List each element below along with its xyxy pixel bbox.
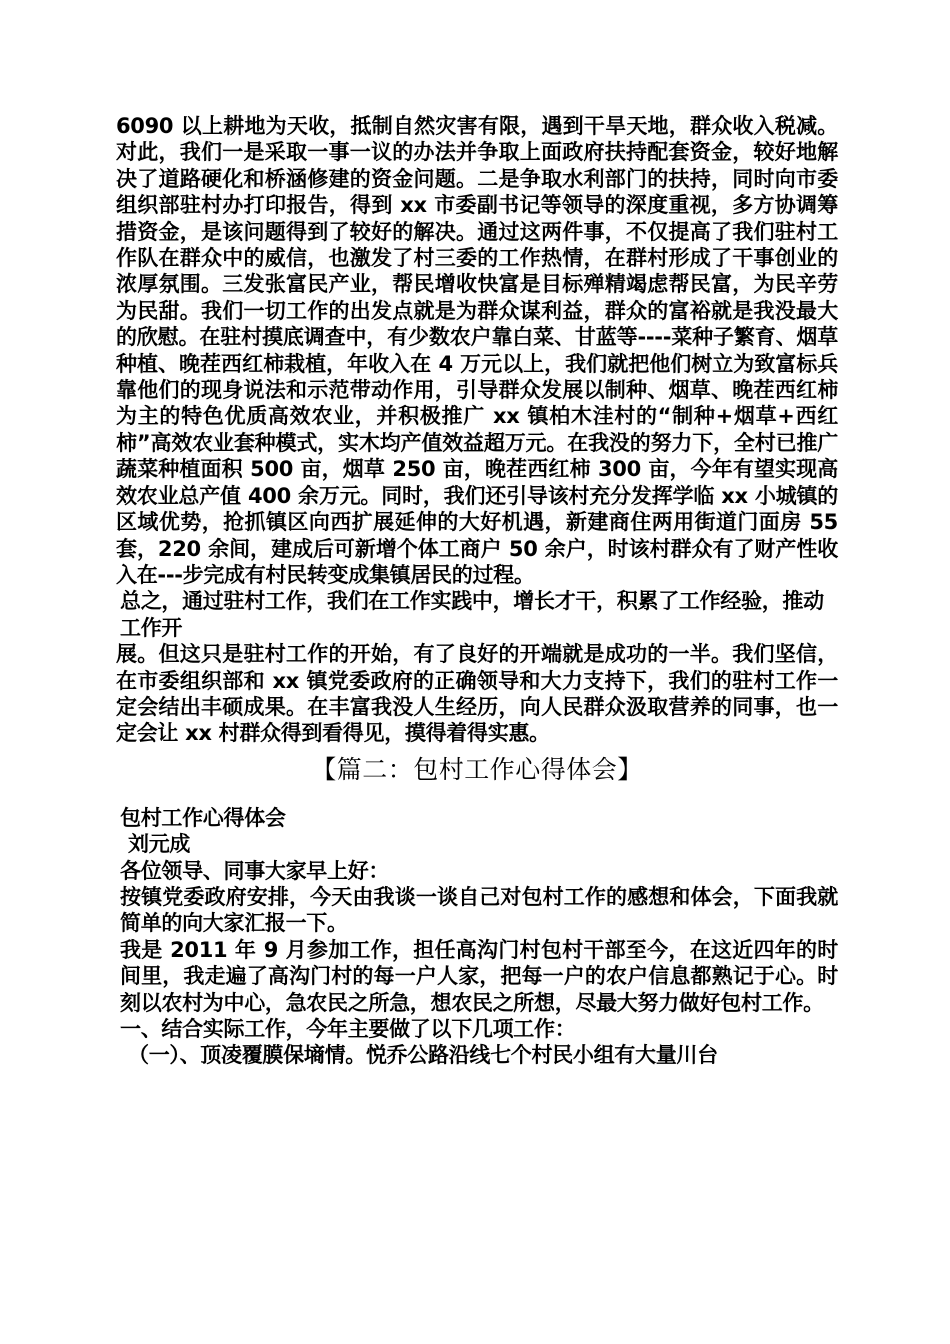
article-intro: 按镇党委政府安排，今天由我谈一谈自己对包村工作的感想和体会，下面我就简单的向大家汇报一下。 <box>120 884 838 936</box>
paragraph-summary-continued: 展。但这只是驻村工作的开始，有了良好的开端就是成功的一半。我们坚信，在市委组织部和 xx 镇党委政府的正确领导和大力支持下，我们的驻村工作一定会结出丰硕成果。在丰富我没人生经历，向人民群众汲取营养的同事，也一定会让 xx 村群众得到看得见，摸得着得实惠。 <box>116 642 838 746</box>
article-greeting: 各位领导、同事大家早上好： <box>120 858 390 883</box>
article-heading-1: 一、结合实际工作，今年主要做了以下几项工作： <box>120 1017 576 1041</box>
article-title: 包村工作心得体会 <box>120 805 286 830</box>
section-title: 【篇二：包村工作心得体会】 <box>311 754 643 784</box>
document-page <box>116 113 838 1069</box>
article-author: 刘元成 <box>128 832 191 857</box>
article-body: 我是 2011 年 9 月参加工作，担任高沟门村包村干部至今，在这近四年的时间里，我走遍了高沟门村的每一户人家，把每一户的农户信息都熟记于心。时刻以农村为中心，急农民之所急，想农民之所想，尽最大努力做好包村工作。 <box>120 937 838 1015</box>
paragraph-summary-start: 总之，通过驻村工作，我们在工作实践中，增长才干，积累了工作经验，推动工作开 <box>120 589 824 640</box>
article-item-1: （一）、顶凌覆膜保墒情。悦乔公路沿线七个村民小组有大量川台 <box>128 1043 718 1068</box>
paragraph-village-work: 6090 以上耕地为天收，抵制自然灾害有限，遇到干旱天地，群众收入税减。对此，我们一是采取一事一议的办法并争取上面政府扶持配套资金，较好地解决了道路硬化和桥涵修建的资金问题。二是争取水利部门的扶持，同时向市委组织部驻村办打印报告，得到 xx 市委副书记等领导的深度重视，多方协调筹措资金，是该问题得到了较好的解决。通过这两件事，不仅提高了我们驻村工作队在群众中的威信，也激发了村三委的工作热情，在群村形成了干事创业的浓厚氛围。三发张富民产业，帮民增收快富是目标殚精竭虑帮民富，为民辛劳为民甜。我们一切工作的出发点就是为群众谋利益，群众的富裕就是我没最大的欣慰。在驻村摸底调查中，有少数农户靠白菜、甘蓝等----菜种子繁育、烟草种植、晚茬西红柿栽植，年收入在 4 万元以上，我们就把他们树立为致富标兵靠他们的现身说法和示范带动作用，引导群众发展以制种、烟草、晚茬西红柿为主的特色优质高效农业，并积极推广 xx 镇柏木洼村的“制种+烟草+西红柿”高效农业套种模式，实木均产值效益超万元。在我没的努力下，全村已推广蔬菜种植面积 500 亩，烟草 250 亩，晚茬西红柿 300 亩，今年有望实现高效农业总产值 400 余万元。同时，我们还引导该村充分发挥学临 xx 小城镇的区域优势，抢抓镇区向西扩展延伸的大好机遇，新建商住两用街道门面房 55 套，220 余间，建成后可新增个体工商户 50 余户，时该村群众有了财产性收入在---步完成有村民转变成集镇居民的过程。 <box>116 114 838 587</box>
